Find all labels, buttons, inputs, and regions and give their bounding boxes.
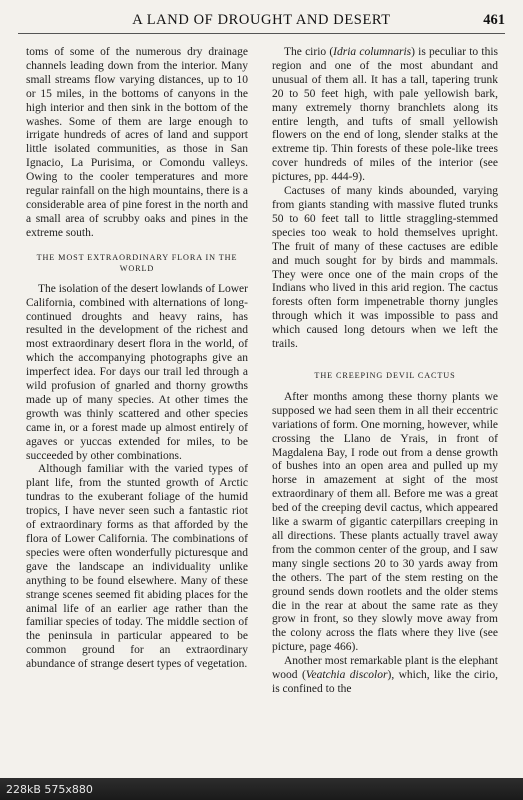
paragraph: After months among these thorny plants we supposed we had seen them in all their eccentric variations of form. One morning, however, while crossing the Llano de Yrais, in front of Magdalena Bay, I rode out from a dense growth of bushes into an open area and pulled up my horse in amazement at sight of the most extraordinary of them all. Before me was a great bed of the creeping devil cactus, which appeared like a swarm of gigantic caterpillars creeping in all directions. These plants actually travel away from the common center of the group, and I saw many single sections 20 to 30 yards away from the others. The part of the stem resting on the ground sends down rootlets and the older stems die in the rear at about the same rate as they grow in front, so they slowly move away from the colony across the flats where they live (see picture, page 466). bbox=[272, 390, 498, 654]
paragraph: Although familiar with the varied types of plant life, from the stunted growth of Arctic tundras to the exuberant foliage of the humid tropics, I have never seen such a fantastic riot of extraordinary forms as that afforded by the flora of Lower California. The combinations of species were often wonderfully picturesque and gave the landscape an individuality unlike anything to be found elsewhere. Many of these strange scenes seemed fit abiding places for the animal life of an earlier age rather than the familiar species of today. The middle section of the peninsula in particular appeared to be common ground for an extraordinary abundance of strange desert types of vegetation. bbox=[26, 463, 248, 671]
paragraph: toms of some of the numerous dry drainage channels leading down from the interior. Many small streams flow varying distances, up to 10 or 15 miles, in the bottoms of canyons in the high interior and then sink in the bottom of the washes. Some of them are large enough to irrigate hundreds of acres of land and support little isolated communities, as those in San Ignacio, La Purisima, or Comondu valleys. Owing to the cooler temperatures and more regular rainfall on the high mountains, there is a considerable area of pine forest in the north and a small area of scrubby oaks and pines in the extreme south. bbox=[26, 46, 248, 239]
species-name: Veatchia discolor bbox=[305, 669, 388, 682]
species-name: Idria columnaris bbox=[333, 46, 412, 58]
text-run: ) is peculiar to this region and one of the most abundant and unusual of them all. It has a tall, tapering trunk 20 to 50 feet high, with pale yellowish bark, many extremely thorny branchlets along its entire length, and tufts of small yellowish flowers on the end of long, slender stalks at the extreme tip. Thin forests of these pole-like trees cover hundreds of miles of the interior (see pictures, pp. 444-9). bbox=[272, 46, 498, 184]
right-column bbox=[272, 46, 498, 697]
paragraph bbox=[272, 46, 498, 185]
section-heading: THE CREEPING DEVIL CACTUS bbox=[314, 370, 456, 380]
image-info-text: 228kB 575x880 bbox=[6, 783, 93, 796]
text-run: The cirio ( bbox=[284, 46, 334, 58]
running-title: A LAND OF DROUGHT AND DESERT bbox=[132, 12, 391, 28]
image-info-bar bbox=[0, 778, 523, 800]
paragraph: Cactuses of many kinds abounded, varying from giants standing with massive fluted trunks 50 to 60 feet tall to little straggling-stemmed species too weak to hold themselves upright. The fruit of many of these cactuses are edible and much sought for by birds and mammals. They were once one of the main crops of the Indians who lived in this arid region. The cactus forests often form impenetrable thorny jungles through which it was impossible to pass and which caused long detours when we left the trails. bbox=[272, 185, 498, 351]
paragraph bbox=[272, 655, 498, 697]
text-run: Another most remarkable plant is the elephant wood ( bbox=[272, 655, 498, 682]
page-header bbox=[0, 12, 523, 34]
header-rule bbox=[18, 33, 505, 34]
paragraph: The isolation of the desert lowlands of Lower California, combined with alternations of long-continued droughts and heavy rains, has resulted in the development of the richest and most extraordinary desert flora in the world, of which the accompanying photographs give an imperfect idea. For days our trail led through a wild profusion of gnarled and thorny growths made up of many species. At other times the growth was thinly scattered and other species came in, or a forest made up almost entirely of agaves or yuccas extended for miles, to be succeeded by other combinations. bbox=[26, 282, 248, 462]
left-column bbox=[26, 46, 248, 672]
text-run: ), which, like the cirio, is confined to the bbox=[272, 669, 498, 695]
section-heading: THE MOST EXTRAORDINARY FLORA IN THE WORLD bbox=[36, 252, 238, 273]
page-number: 461 bbox=[483, 12, 505, 28]
